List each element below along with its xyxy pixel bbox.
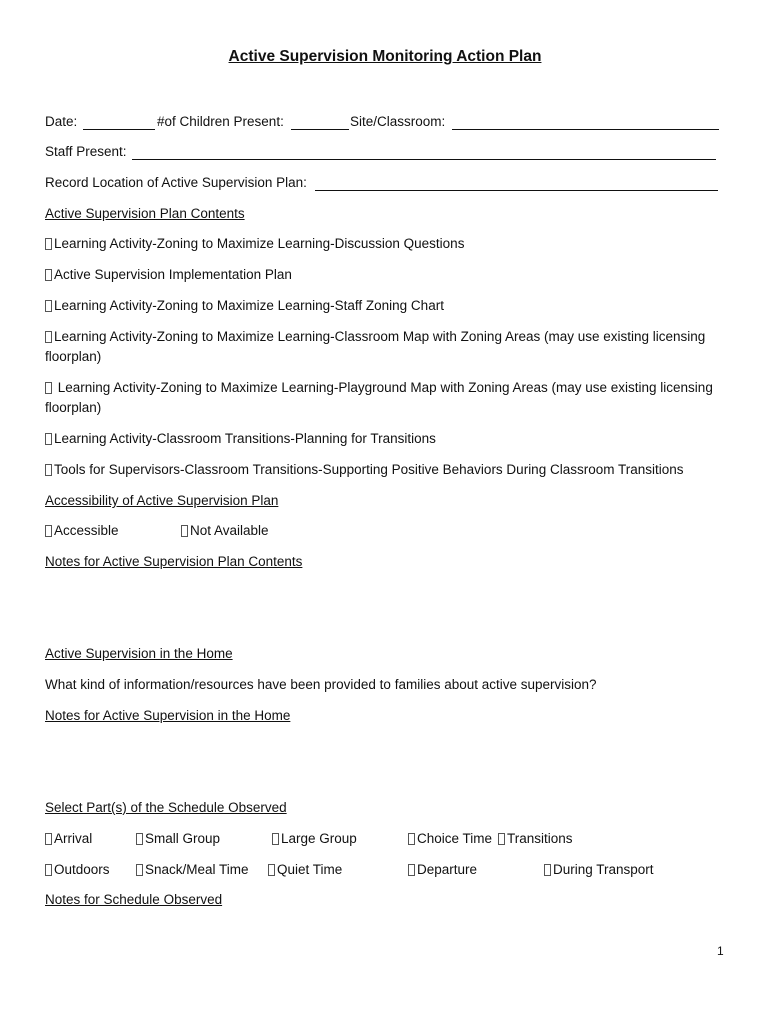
checkbox[interactable] bbox=[408, 833, 415, 845]
option-label: Arrival bbox=[54, 831, 93, 846]
checkbox[interactable] bbox=[45, 382, 52, 394]
checklist-item[interactable] bbox=[45, 298, 444, 313]
checkbox[interactable] bbox=[136, 864, 143, 876]
checklist-item[interactable] bbox=[45, 378, 735, 418]
not-available-option[interactable] bbox=[181, 523, 269, 538]
checklist-item-label: Learning Activity-Zoning to Maximize Learning-Classroom Map with Zoning Areas (may use existing licensing floorplan) bbox=[45, 329, 706, 364]
schedule-heading: Select Part(s) of the Schedule Observed bbox=[45, 800, 287, 815]
option-label: Not Available bbox=[190, 523, 269, 538]
schedule-option-large-group[interactable] bbox=[272, 831, 357, 846]
checklist-item[interactable] bbox=[45, 327, 735, 367]
accessible-option[interactable] bbox=[45, 523, 119, 538]
checkbox[interactable] bbox=[45, 238, 52, 250]
checklist-item-label: Tools for Supervisors-Classroom Transitions-Supporting Positive Behaviors During Classroom Transitions bbox=[54, 462, 684, 477]
schedule-option-quiet-time[interactable] bbox=[268, 862, 342, 877]
option-label: Large Group bbox=[281, 831, 357, 846]
record-location-label: Record Location of Active Supervision Plan: bbox=[45, 175, 307, 190]
date-label: Date: bbox=[45, 114, 78, 129]
checklist-item-label: Learning Activity-Zoning to Maximize Learning-Discussion Questions bbox=[54, 236, 465, 251]
checklist-item-label: Active Supervision Implementation Plan bbox=[54, 267, 292, 282]
notes-plan-contents-heading: Notes for Active Supervision Plan Contents bbox=[45, 554, 303, 569]
option-label: Transitions bbox=[507, 831, 573, 846]
schedule-option-arrival[interactable] bbox=[45, 831, 92, 846]
checkbox[interactable] bbox=[408, 864, 415, 876]
site-classroom-field[interactable] bbox=[452, 129, 719, 130]
page-number: 1 bbox=[717, 944, 724, 958]
checkbox[interactable] bbox=[45, 464, 52, 476]
option-label: Choice Time bbox=[417, 831, 493, 846]
home-heading: Active Supervision in the Home bbox=[45, 646, 233, 661]
children-present-label: #of Children Present: bbox=[157, 114, 284, 129]
checkbox[interactable] bbox=[45, 433, 52, 445]
checklist-item[interactable] bbox=[45, 267, 292, 282]
schedule-option-departure[interactable] bbox=[408, 862, 477, 877]
option-label: Outdoors bbox=[54, 862, 110, 877]
checkbox[interactable] bbox=[272, 833, 279, 845]
checkbox[interactable] bbox=[45, 864, 52, 876]
checkbox[interactable] bbox=[181, 525, 188, 537]
option-label: During Transport bbox=[553, 862, 654, 877]
option-label: Quiet Time bbox=[277, 862, 343, 877]
schedule-option-choice-time[interactable] bbox=[408, 831, 492, 846]
schedule-option-snack-meal[interactable] bbox=[136, 862, 249, 877]
checkbox[interactable] bbox=[45, 300, 52, 312]
accessibility-heading: Accessibility of Active Supervision Plan bbox=[45, 493, 279, 508]
checklist-item-label: Learning Activity-Classroom Transitions-Planning for Transitions bbox=[54, 431, 436, 446]
option-label: Departure bbox=[417, 862, 478, 877]
checkbox[interactable] bbox=[544, 864, 551, 876]
schedule-option-small-group[interactable] bbox=[136, 831, 220, 846]
site-classroom-label: Site/Classroom: bbox=[350, 114, 446, 129]
document-title: Active Supervision Monitoring Action Plan bbox=[228, 48, 542, 65]
checklist-item-label: Learning Activity-Zoning to Maximize Learning-Staff Zoning Chart bbox=[54, 298, 444, 313]
checkbox[interactable] bbox=[45, 331, 52, 343]
option-label: Small Group bbox=[145, 831, 221, 846]
checkbox[interactable] bbox=[498, 833, 505, 845]
schedule-option-transitions[interactable] bbox=[498, 831, 573, 846]
staff-present-field[interactable] bbox=[132, 159, 716, 160]
checklist-item[interactable] bbox=[45, 462, 684, 477]
checklist-item[interactable] bbox=[45, 236, 464, 251]
checkbox[interactable] bbox=[268, 864, 275, 876]
notes-schedule-heading: Notes for Schedule Observed bbox=[45, 892, 223, 907]
date-field[interactable] bbox=[83, 129, 155, 130]
checklist-item-label: Learning Activity-Zoning to Maximize Learning-Playground Map with Zoning Areas (may use existing licensing floorplan) bbox=[45, 380, 713, 415]
option-label: Snack/Meal Time bbox=[145, 862, 249, 877]
option-label: Accessible bbox=[54, 523, 119, 538]
checklist-item[interactable] bbox=[45, 431, 436, 446]
staff-present-label: Staff Present: bbox=[45, 144, 127, 159]
notes-home-heading: Notes for Active Supervision in the Home bbox=[45, 708, 291, 723]
schedule-option-outdoors[interactable] bbox=[45, 862, 110, 877]
children-present-field[interactable] bbox=[291, 129, 349, 130]
checkbox[interactable] bbox=[45, 833, 52, 845]
record-location-field[interactable] bbox=[315, 190, 718, 191]
schedule-option-during-transport[interactable] bbox=[544, 862, 654, 877]
checkbox[interactable] bbox=[45, 269, 52, 281]
plan-contents-heading: Active Supervision Plan Contents bbox=[45, 206, 245, 221]
checkbox[interactable] bbox=[136, 833, 143, 845]
checkbox[interactable] bbox=[45, 525, 52, 537]
home-question: What kind of information/resources have been provided to families about active supervision? bbox=[45, 677, 597, 692]
